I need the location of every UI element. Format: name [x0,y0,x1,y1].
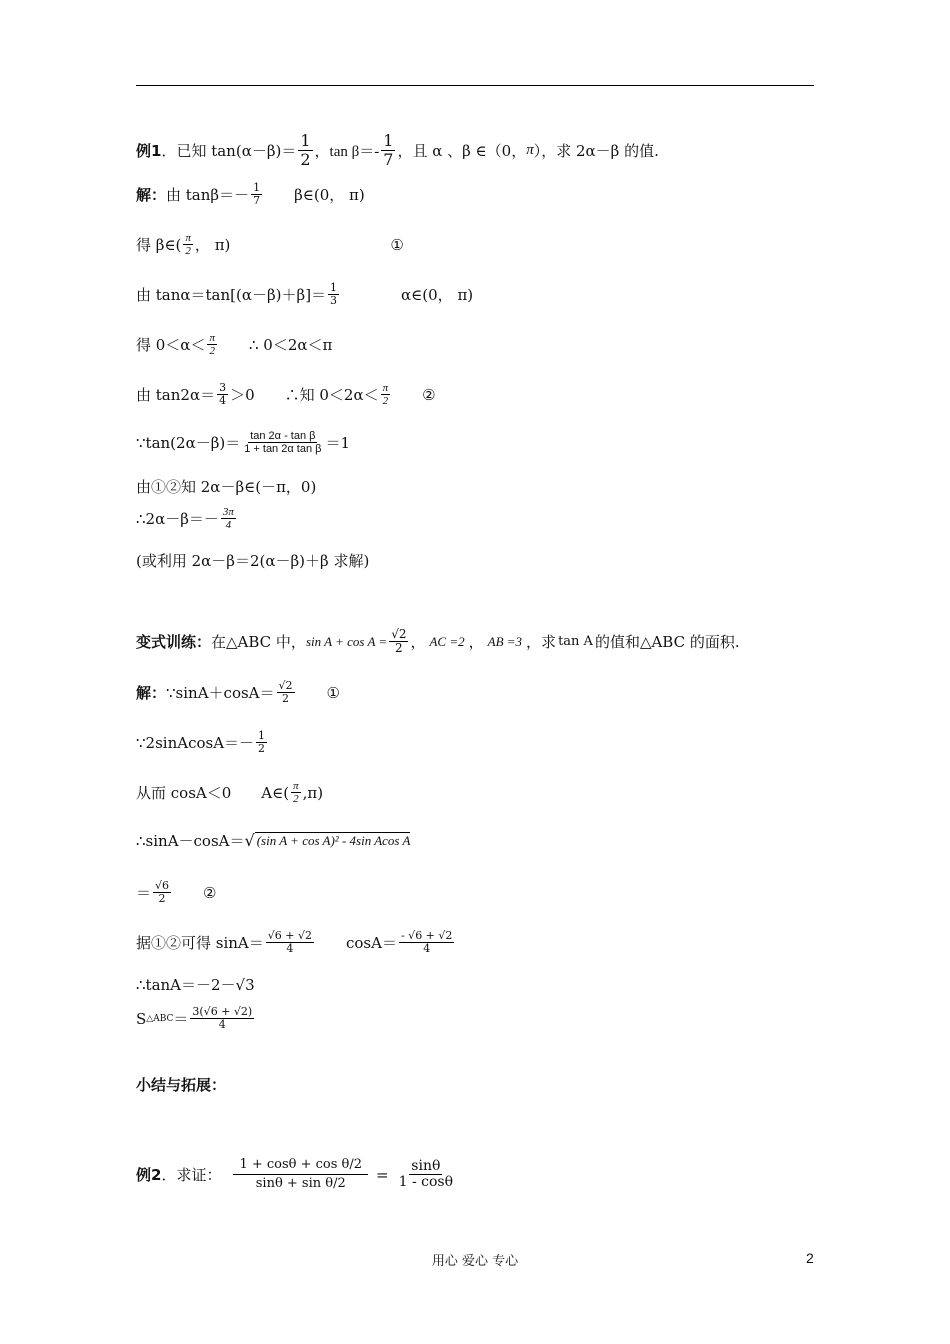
text: α∈(0， π) [401,286,474,305]
den: 2 [395,641,403,656]
den: 7 [253,194,261,208]
solution-2-line-4 [136,830,410,851]
text: AB =3 [487,633,523,649]
den: 2 [293,793,299,806]
num: sinθ [411,1157,441,1174]
text: AC =2 [429,633,465,649]
solution-1-line-8 [136,506,238,531]
text: sin A + cos A = [305,633,388,649]
text: = [376,1165,389,1184]
marker-1: ① [326,683,340,702]
text: tan β＝- [329,143,380,160]
den: 2 [300,149,311,169]
solution-2-line-5 [136,880,216,905]
fraction [233,1156,368,1194]
den: 2 [382,395,389,408]
num: √6 + √2 [267,929,312,942]
text: ， [468,633,484,652]
num: √2 [278,679,293,692]
den: 4 [423,942,431,956]
text: β∈(0， π) [294,186,365,205]
solution-label: 解： [136,186,167,205]
text: ， [410,633,426,652]
solution-2-line-1 [136,680,340,705]
fraction [298,132,312,168]
text: 从而 cosA＜0 [136,784,232,803]
fraction [397,1159,455,1191]
num: 1 [253,181,261,194]
den: 1 + tan 2α tan β [244,443,322,456]
num: 1 [383,131,394,150]
fraction [251,182,262,207]
example-2-label: 例2 [136,1166,162,1185]
den: 4 [225,519,232,532]
example-1-label: 例1 [136,141,162,160]
text: 由 tan2α＝ [136,386,216,405]
fraction [190,1006,254,1031]
text: tan A [558,634,593,650]
num: π [209,332,215,344]
text: ∵tan(2α－β)＝ [136,434,241,453]
text: ∵2sinAcosA＝－ [136,734,255,753]
text: ， π) [194,236,231,255]
text: cosA＝ [346,934,397,953]
den: 2 [209,345,215,358]
marker-2: ② [203,883,217,902]
sqrt-content: (sin A + cos A)² - 4sin Acos A [256,833,411,848]
fraction [291,780,301,805]
text: ∴知 0＜2α＜ [284,386,379,405]
text: ．求证： [161,1166,222,1185]
num: 3(√6 + √2) [192,1005,253,1018]
text: 由 tanα＝tan[(α－β)＋β]＝ [136,286,327,305]
den: 2 [282,692,290,706]
den: 1 - cosθ [398,1174,454,1191]
solution-2-line-6 [136,930,456,955]
solution-2-line-8 [136,1006,256,1031]
solution-2-line-3 [136,780,323,805]
fraction [153,880,171,905]
text: ∵sinA＋cosA＝ [166,684,275,703]
num: π [293,780,299,792]
text: ＞0 [230,386,255,405]
page-number: 2 [806,1250,814,1266]
solution-2-line-7: ∴tanA＝－2－√3 [136,976,255,994]
solution-1-line-5 [136,382,436,407]
num: √2 [391,627,407,641]
den: 2 [185,245,191,258]
text: 由 tanβ＝－ [166,186,250,205]
fraction [399,930,454,955]
den: 4 [219,394,227,408]
text: 据①②可得 sinA＝ [136,934,264,953]
num: tan 2α - tan β [250,430,316,442]
fraction [183,232,193,257]
num: π [185,232,191,244]
num: 3 [219,381,227,394]
den: 4 [218,1018,226,1032]
num: 1 [300,131,311,150]
den: 7 [383,149,394,169]
text: ．已知 tan(α－β)＝ [161,141,297,160]
marker-2: ② [422,385,436,404]
text: 在△ABC 中， [211,633,306,652]
text: ＝ [136,884,152,903]
text: ＝ [173,1010,189,1029]
subscript: △ABC [146,1013,174,1024]
solution-1-line-9: (或利用 2α－β＝2(α－β)＋β 求解) [136,552,370,570]
example-2-statement [136,1156,457,1194]
fraction [389,628,408,655]
solution-2-line-2 [136,730,269,755]
num: √6 [155,879,170,892]
den: 3 [330,294,338,308]
text: ，求 [526,633,557,652]
text: ＝1 [325,434,350,453]
num: 1 + cosθ + cos θ/2 [233,1156,368,1175]
fraction [242,430,323,455]
text: S [136,1009,147,1028]
solution-1-line-7: 由①②知 2α－β∈(－π，0) [136,478,317,496]
text: ∴2α－β＝－ [136,510,219,529]
text: ），求 2α－β 的值. [533,141,659,160]
text: 得 0＜α＜ [136,336,206,355]
fraction [221,506,236,531]
text: ， [314,141,330,160]
text: 的值和△ABC 的面积. [594,633,740,652]
num: 1 [258,729,266,742]
den: 4 [286,942,294,956]
num: 3π [222,506,234,518]
text: ,π) [302,783,324,802]
fraction [207,332,217,357]
footer: 用心 爱心 专心 [431,1254,519,1269]
fraction [266,930,314,955]
num: - √6 + √2 [400,929,453,942]
summary-heading: 小结与拓展： [136,1076,227,1094]
text: 得 β∈( [136,236,182,255]
text: A∈( [261,783,290,802]
text: ，且 α 、β ∈（0， [397,141,527,160]
den: 2 [258,742,266,756]
solution-label: 解： [136,684,167,703]
fraction [328,282,339,307]
text: ∴sinA－cosA＝ [136,832,245,850]
example-1-statement [136,132,659,168]
sqrt-sign: √ [244,831,255,850]
fraction [256,730,267,755]
fraction [381,382,391,407]
fraction [277,680,295,705]
num: 1 [330,281,338,294]
fraction [381,132,395,168]
variant-statement [136,628,740,655]
den: sinθ + sin θ/2 [255,1176,346,1192]
variant-label: 变式训练： [136,633,212,652]
fraction [217,382,228,407]
num: π [382,382,389,394]
text: π [526,141,534,158]
solution-1-line-1 [136,182,365,207]
den: 2 [158,892,166,906]
header-rule [136,85,814,86]
solution-1-line-2 [136,232,404,257]
text: ∴ 0＜2α＜π [248,336,333,355]
solution-1-line-4 [136,332,332,357]
marker-1: ① [390,235,404,254]
solution-1-line-3 [136,282,473,307]
solution-1-line-6 [136,430,350,455]
